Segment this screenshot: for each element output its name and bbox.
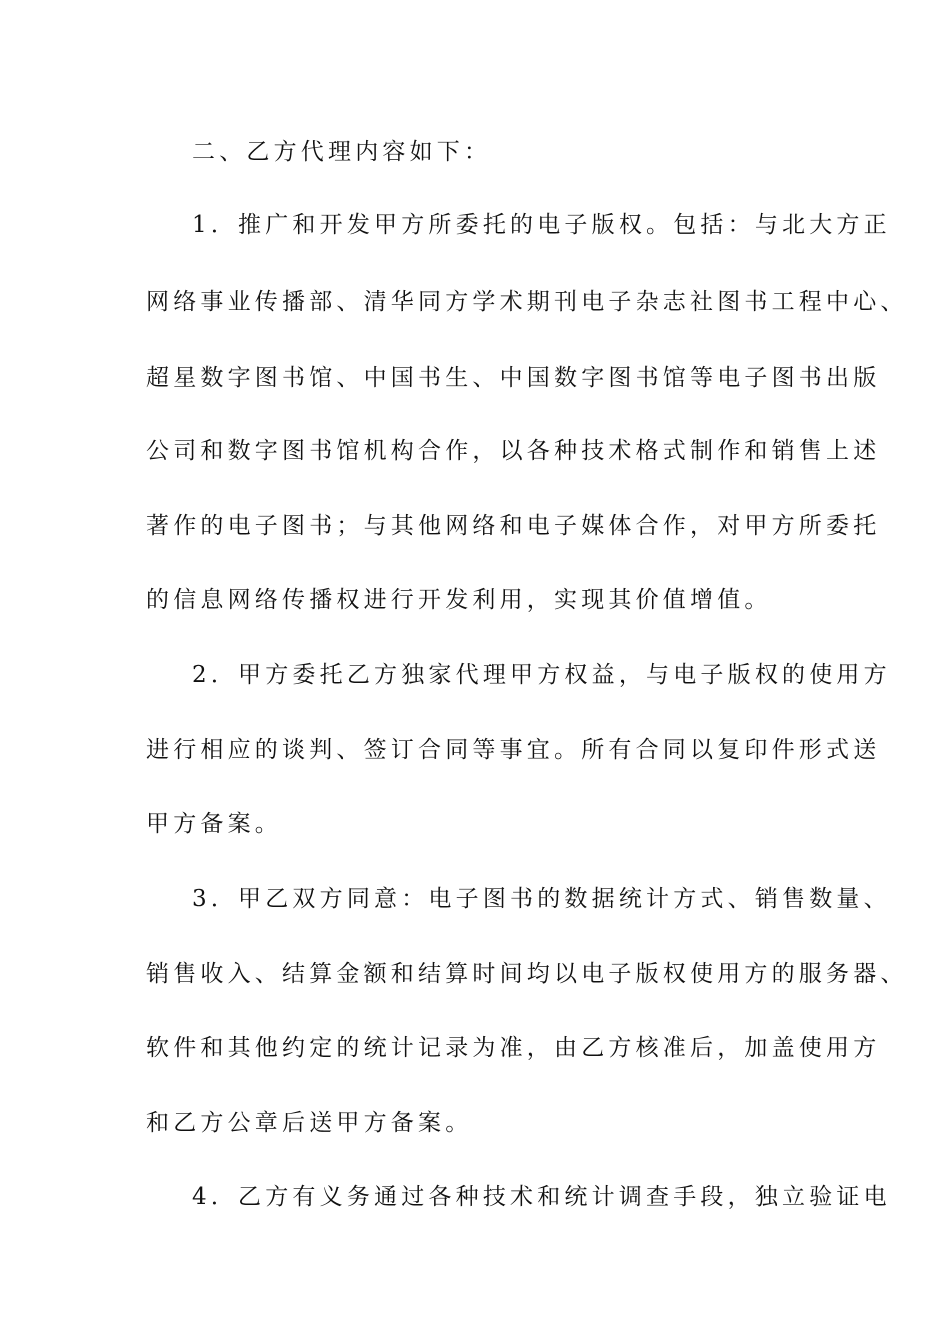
- paragraph-2-line-1: 2．甲方委托乙方独家代理甲方权益，与电子版权的使用方: [192, 662, 891, 688]
- paragraph-1-line-2: 网络事业传播部、清华同方学术期刊电子杂志社图书工程中心、: [146, 289, 908, 315]
- paragraph-3-line-2: 销售收入、结算金额和结算时间均以电子版权使用方的服务器、: [146, 961, 908, 987]
- paragraph-3-line-1: 3．甲乙双方同意：电子图书的数据统计方式、销售数量、: [192, 886, 891, 912]
- paragraph-1-line-5: 著作的电子图书；与其他网络和电子媒体合作，对甲方所委托: [146, 513, 881, 539]
- section-heading: 二、乙方代理内容如下：: [192, 139, 492, 165]
- paragraph-1-line-6: 的信息网络传播权进行开发利用，实现其价值增值。: [146, 587, 772, 613]
- paragraph-2-line-3: 甲方备案。: [146, 811, 282, 837]
- paragraph-3-line-3: 软件和其他约定的统计记录为准，由乙方核准后，加盖使用方: [146, 1035, 881, 1061]
- paragraph-1-line-4: 公司和数字图书馆机构合作，以各种技术格式制作和销售上述: [146, 438, 881, 464]
- paragraph-4-line-1: 4．乙方有义务通过各种技术和统计调查手段，独立验证电: [192, 1184, 891, 1210]
- paragraph-1-line-1: 1．推广和开发甲方所委托的电子版权。包括：与北大方正: [192, 212, 891, 238]
- paragraph-2-line-2: 进行相应的谈判、签订合同等事宜。所有合同以复印件形式送: [146, 737, 881, 763]
- paragraph-1-line-3: 超星数字图书馆、中国书生、中国数字图书馆等电子图书出版: [146, 365, 881, 391]
- paragraph-3-line-4: 和乙方公章后送甲方备案。: [146, 1110, 473, 1136]
